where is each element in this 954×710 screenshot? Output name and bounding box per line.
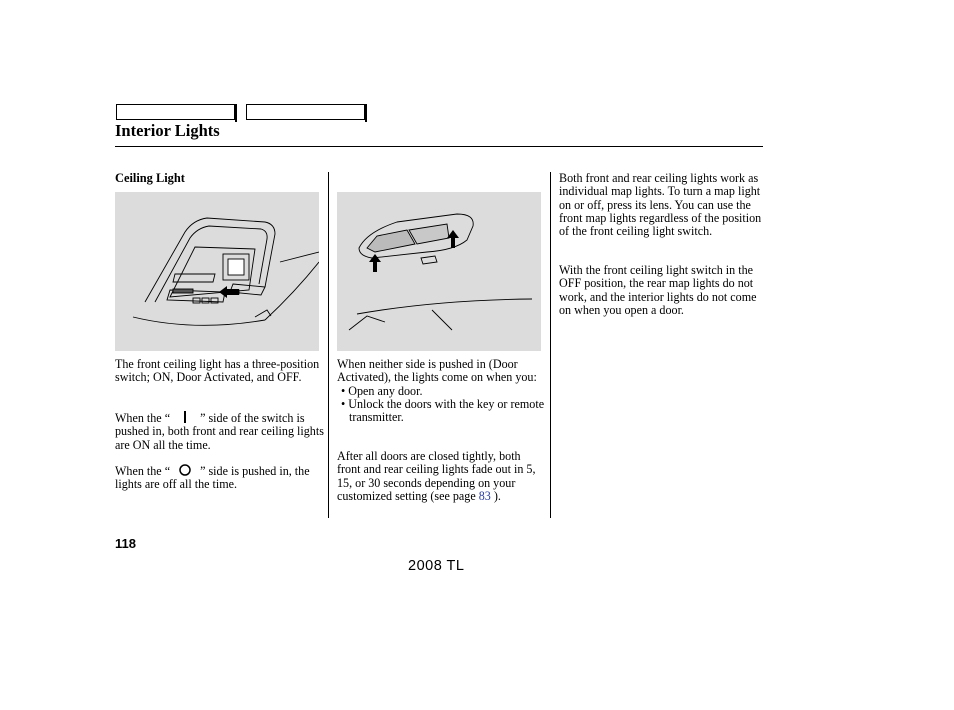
off-position-description (115, 464, 325, 492)
circle-icon (170, 464, 200, 476)
switch-description: The front ceiling light has a three-position switch; ON, Door Activated, and OFF. (115, 357, 320, 385)
map-light-description: Both front and rear ceiling lights work as individual map lights. To turn a map light on or off, press its lens. You can use the front map lights regardless of the position of the front ceiling light switch. (559, 171, 762, 239)
page-title: Interior Lights (115, 121, 220, 140)
door-activated-list (337, 385, 547, 425)
list-item: • Unlock the doors with the key or remote transmitter. (341, 396, 545, 425)
off-position-note: With the front ceiling light switch in the OFF position, the rear map lights do not work, and the interior lights do not come on when you open a door. (559, 263, 757, 317)
front-ceiling-light-drawing (115, 192, 319, 351)
fade-out-description (337, 450, 547, 503)
title-divider (115, 146, 763, 147)
door-activated-intro: When neither side is pushed in (Door Activated), the lights come on when you: (337, 357, 537, 385)
fade-out-text-start: After all doors are closed tightly, both front and rear ceiling lights fade out in 5, 15, or 30 seconds depending on your customized setting (see page (337, 449, 536, 503)
column-divider-1 (328, 172, 329, 518)
page-reference-link[interactable]: 83 (478, 488, 491, 503)
fade-out-text-end: ). (490, 488, 501, 503)
nav-tab-2[interactable] (246, 104, 365, 120)
list-item: • Open any door. (341, 383, 423, 398)
nav-tab-1[interactable] (116, 104, 235, 120)
model-footer: 2008 TL (408, 558, 465, 574)
page-number: 118 (115, 536, 136, 551)
on-position-text-end: ” side of the switch is pushed in, both front and rear ceiling lights are ON all the time. (115, 411, 324, 452)
rear-ceiling-light-drawing (337, 192, 541, 351)
front-ceiling-light-illustration (115, 192, 319, 351)
vertical-bar-icon (170, 411, 200, 423)
off-position-text-end: ” side is pushed in, the lights are off all the time. (115, 464, 310, 492)
rear-ceiling-light-illustration (337, 192, 541, 351)
on-position-text-start: When the “ (115, 411, 171, 425)
on-position-description (115, 411, 325, 452)
column-divider-2 (550, 172, 551, 518)
off-position-text-start: When the “ (115, 464, 171, 478)
section-subheading: Ceiling Light (115, 171, 185, 185)
door-activated-description (337, 358, 547, 424)
